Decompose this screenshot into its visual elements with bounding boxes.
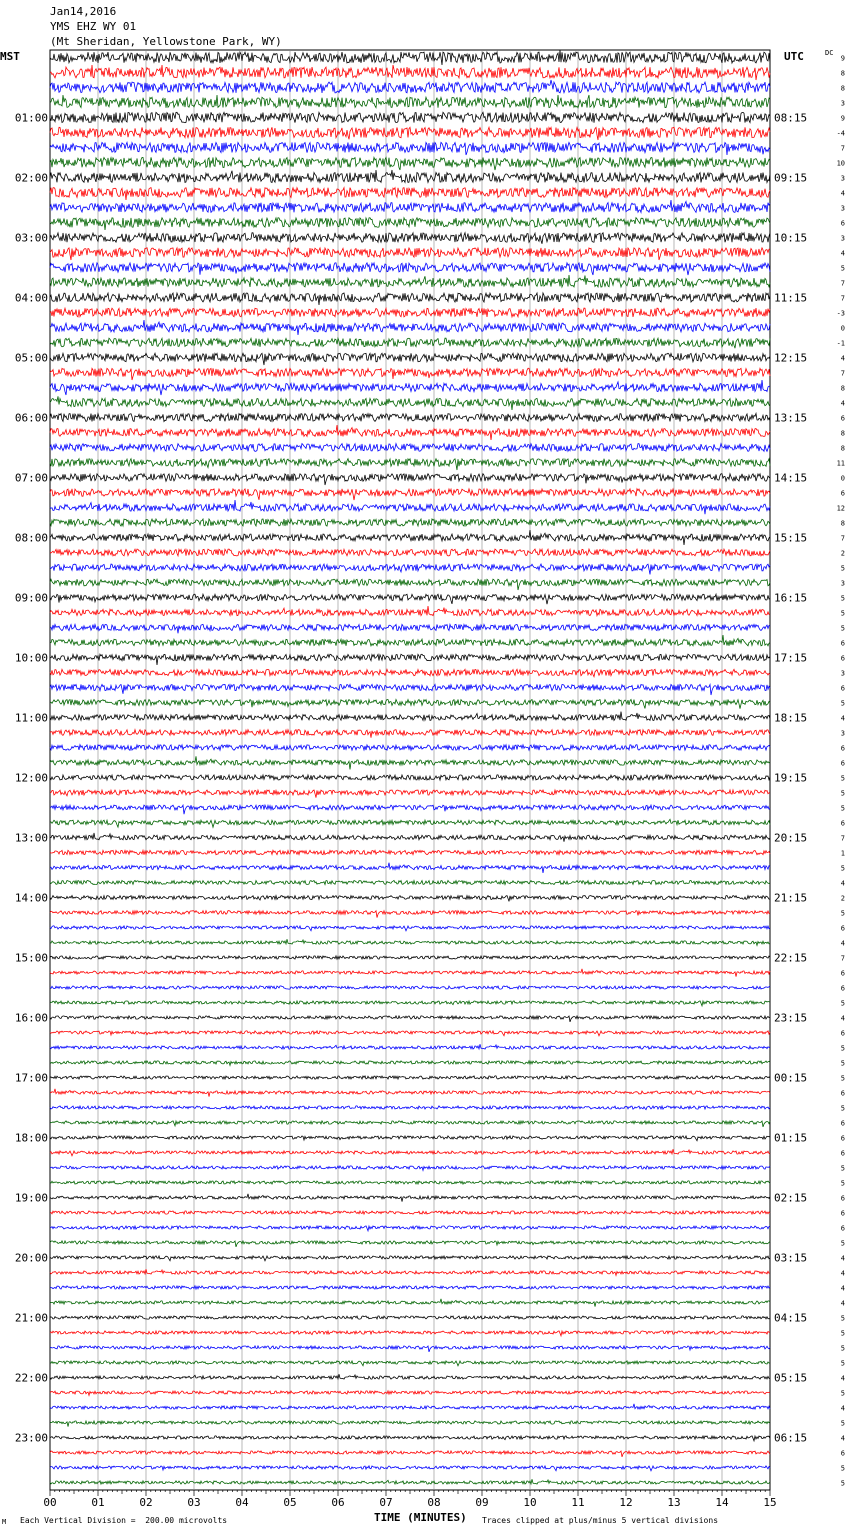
- x-tick-label: 06: [331, 1496, 345, 1509]
- mst-hour-label: 10:00: [14, 651, 48, 665]
- dc-offset-label: 4: [840, 189, 845, 198]
- dc-offset-label: 7: [840, 834, 845, 843]
- dc-offset-label: 6: [840, 759, 845, 768]
- dc-offset-label: 4: [840, 1254, 845, 1263]
- seismic-trace: [50, 1106, 770, 1110]
- dc-offset-label: 5: [840, 804, 845, 813]
- dc-offset-label: 7: [840, 534, 845, 543]
- dc-offset-label: 5: [840, 594, 845, 603]
- seismic-trace: [50, 248, 770, 260]
- dc-offset-label: 3: [840, 729, 845, 738]
- dc-offset-label: 6: [840, 1119, 845, 1128]
- mst-hour-label: 02:00: [14, 171, 48, 185]
- utc-hour-label: 13:15: [774, 411, 808, 425]
- dc-offset-label: 4: [840, 714, 845, 723]
- utc-hour-label: 05:15: [774, 1371, 808, 1385]
- seismic-trace: [50, 293, 770, 305]
- dc-offset-label: 0: [840, 324, 845, 333]
- seismic-trace: [50, 986, 770, 989]
- dc-offset-label: -4: [836, 129, 845, 138]
- seismic-trace: [50, 833, 770, 842]
- x-tick-label: 08: [427, 1496, 441, 1509]
- seismic-trace: [50, 275, 770, 287]
- dc-offset-label: 4: [840, 1014, 845, 1023]
- dc-offset-label: 7: [840, 144, 845, 153]
- seismic-trace: [50, 606, 770, 616]
- x-tick-label: 04: [235, 1496, 249, 1509]
- dc-offset-label: -3: [836, 309, 845, 318]
- x-tick-label: 01: [91, 1496, 105, 1509]
- mst-hour-label: 06:00: [14, 411, 48, 425]
- dc-offset-label: 8: [840, 69, 845, 78]
- utc-hour-label: 23:15: [774, 1011, 808, 1025]
- dc-offset-label: 6: [840, 1089, 845, 1098]
- dc-offset-label: 5: [840, 774, 845, 783]
- dc-offset-label: 3: [840, 99, 845, 108]
- dc-offset-label: 7: [840, 954, 845, 963]
- dc-offset-label: 5: [840, 609, 845, 618]
- seismic-trace: [50, 881, 770, 885]
- mst-hour-label: 14:00: [14, 891, 48, 905]
- dc-offset-label: 5: [840, 789, 845, 798]
- seismic-trace: [50, 850, 770, 854]
- dc-offset-label: 5: [840, 699, 845, 708]
- seismic-trace: [50, 700, 770, 709]
- dc-offset-label: 6: [840, 819, 845, 828]
- dc-offset-label: 4: [840, 1374, 845, 1383]
- dc-offset-label: 4: [840, 879, 845, 888]
- mst-hour-label: 15:00: [14, 951, 48, 965]
- seismic-trace: [50, 1044, 770, 1049]
- utc-hour-label: 16:15: [774, 591, 808, 605]
- dc-offset-label: 3: [840, 204, 845, 213]
- seismic-trace: [50, 1479, 770, 1484]
- dc-offset-label: 5: [840, 264, 845, 273]
- mst-hour-label: 08:00: [14, 531, 48, 545]
- dc-offset-label: 6: [840, 1134, 845, 1143]
- dc-offset-label: -1: [836, 339, 845, 348]
- dc-offset-label: 0: [840, 474, 845, 483]
- dc-offset-label: 5: [840, 1359, 845, 1368]
- dc-offset-label: 3: [840, 669, 845, 678]
- dc-offset-label: 4: [840, 249, 845, 258]
- seismic-trace: [50, 756, 770, 769]
- dc-offset-label: 6: [840, 1209, 845, 1218]
- x-tick-label: 10: [523, 1496, 537, 1509]
- mst-hour-label: 12:00: [14, 771, 48, 785]
- dc-offset-label: 5: [840, 1329, 845, 1338]
- seismic-trace: [50, 1404, 770, 1409]
- seismic-trace: [50, 926, 770, 931]
- dc-offset-label: 6: [840, 489, 845, 498]
- dc-offset-label: 5: [840, 1464, 845, 1473]
- dc-offset-label: 12: [836, 504, 845, 513]
- dc-offset-label: 6: [840, 924, 845, 933]
- dc-offset-label: 3: [840, 579, 845, 588]
- seismic-trace: [50, 1436, 770, 1441]
- dc-offset-label: 7: [840, 279, 845, 288]
- clip-note: Traces clipped at plus/minus 5 vertical divisions: [482, 1516, 719, 1525]
- seismic-trace: [50, 669, 770, 676]
- seismic-trace: [50, 549, 770, 556]
- dc-offset-label: 6: [840, 219, 845, 228]
- seismic-trace: [50, 1451, 770, 1457]
- utc-hour-label: 10:15: [774, 231, 808, 245]
- seismic-trace: [50, 218, 770, 230]
- dc-offset-label: 5: [840, 1074, 845, 1083]
- seismic-trace: [50, 1374, 770, 1379]
- dc-offset-label: 6: [840, 1449, 845, 1458]
- seismic-trace: [50, 157, 770, 170]
- seismic-trace: [50, 624, 770, 633]
- mst-hour-label: 13:00: [14, 831, 48, 845]
- seismic-trace: [50, 1031, 770, 1036]
- mst-hour-label: 17:00: [14, 1071, 48, 1085]
- dc-offset-label: 4: [840, 1269, 845, 1278]
- dc-offset-label: 5: [840, 1314, 845, 1323]
- seismic-trace: [50, 819, 770, 827]
- dc-offset-label: 5: [840, 909, 845, 918]
- dc-offset-label: 6: [840, 654, 845, 663]
- seismic-trace: [50, 1089, 770, 1097]
- station-location: (Mt Sheridan, Yellowstone Park, WY): [50, 35, 282, 48]
- utc-label: UTC: [784, 50, 804, 63]
- dc-offset-label: 5: [840, 1059, 845, 1068]
- seismic-trace: [50, 1194, 770, 1202]
- x-tick-label: 11: [571, 1496, 585, 1509]
- seismic-trace: [50, 65, 770, 80]
- mst-hour-label: 18:00: [14, 1131, 48, 1145]
- dc-offset-label: 5: [840, 1044, 845, 1053]
- utc-hour-label: 14:15: [774, 471, 808, 485]
- x-tick-label: 13: [667, 1496, 681, 1509]
- station-name: YMS EHZ WY 01: [50, 20, 137, 33]
- utc-hour-label: 06:15: [774, 1431, 808, 1445]
- dc-offset-label: 11: [836, 459, 845, 468]
- dc-offset-label: 8: [840, 519, 845, 528]
- seismic-trace: [50, 1181, 770, 1184]
- dc-offset-label: 2: [840, 549, 845, 558]
- dc-offset-label: 6: [840, 1149, 845, 1158]
- dc-offset-label: 4: [840, 399, 845, 408]
- dc-offset-label: 8: [840, 429, 845, 438]
- seismic-trace: [50, 489, 770, 500]
- dc-offset-label: 4: [840, 1284, 845, 1293]
- seismic-trace: [50, 1211, 770, 1214]
- seismic-trace: [50, 1241, 770, 1247]
- x-tick-label: 09: [475, 1496, 489, 1509]
- dc-offset-label: 2: [840, 894, 845, 903]
- dc-offset-label: 6: [840, 1029, 845, 1038]
- seismic-trace: [50, 911, 770, 918]
- seismic-trace: [50, 233, 770, 244]
- mst-hour-label: 07:00: [14, 471, 48, 485]
- dc-offset-label: 4: [840, 1434, 845, 1443]
- seismic-trace: [50, 1269, 770, 1275]
- mst-hour-label: 21:00: [14, 1311, 48, 1325]
- seismic-trace: [50, 956, 770, 959]
- seismic-trace: [50, 500, 770, 514]
- mst-hour-label: 05:00: [14, 351, 48, 365]
- seismic-trace: [50, 594, 770, 604]
- dc-offset-label: 5: [840, 1104, 845, 1113]
- seismic-trace: [50, 368, 770, 380]
- utc-hour-label: 22:15: [774, 951, 808, 965]
- seismic-trace: [50, 308, 770, 317]
- dc-offset-label: 10: [836, 159, 845, 168]
- dc-offset-label: 8: [840, 84, 845, 93]
- dc-offset-label: 9: [840, 114, 845, 123]
- seismic-trace: [50, 1149, 770, 1156]
- seismic-trace: [50, 1391, 770, 1396]
- seismic-trace: [50, 170, 770, 183]
- seismic-trace: [50, 414, 770, 422]
- seismic-trace: [50, 338, 770, 348]
- dc-offset-label: 4: [840, 939, 845, 948]
- seismic-trace: [50, 684, 770, 695]
- dc-offset-label: 4: [840, 1404, 845, 1413]
- seismic-trace: [50, 805, 770, 814]
- dc-offset-label: 3: [840, 234, 845, 243]
- seismic-trace: [50, 127, 770, 140]
- seismic-trace: [50, 444, 770, 452]
- dc-offset-label: 8: [840, 384, 845, 393]
- seismic-trace: [50, 50, 770, 65]
- dc-offset-label: 9: [840, 54, 845, 63]
- seismic-trace: [50, 1166, 770, 1171]
- dc-offset-label: 3: [840, 174, 845, 183]
- dc-offset-label: 5: [840, 624, 845, 633]
- dc-offset-label: 8: [840, 444, 845, 453]
- dc-offset-label: 5: [840, 864, 845, 873]
- utc-hour-label: 11:15: [774, 291, 808, 305]
- utc-hour-label: 02:15: [774, 1191, 808, 1205]
- seismic-trace: [50, 712, 770, 721]
- mst-hour-label: 04:00: [14, 291, 48, 305]
- utc-hour-label: 00:15: [774, 1071, 808, 1085]
- mst-label: MST: [0, 50, 20, 63]
- seismic-trace: [50, 745, 770, 751]
- seismic-trace: [50, 263, 770, 275]
- dc-offset-label: 6: [840, 639, 845, 648]
- dc-offset-label: 7: [840, 294, 845, 303]
- dc-offset-label: 6: [840, 969, 845, 978]
- seismic-trace: [50, 579, 770, 590]
- mst-hour-label: 23:00: [14, 1431, 48, 1445]
- seismic-trace: [50, 1255, 770, 1261]
- x-axis-title: TIME (MINUTES): [374, 1511, 467, 1524]
- mst-hour-label: 16:00: [14, 1011, 48, 1025]
- x-tick-label: 14: [715, 1496, 729, 1509]
- seismic-trace: [50, 474, 770, 485]
- utc-hour-label: 04:15: [774, 1311, 808, 1325]
- seismic-trace: [50, 1346, 770, 1352]
- seismic-trace: [50, 519, 770, 526]
- utc-hour-label: 15:15: [774, 531, 808, 545]
- seismic-trace: [50, 564, 770, 574]
- seismic-trace: [50, 95, 770, 108]
- mst-hour-label: 03:00: [14, 231, 48, 245]
- seismic-trace: [50, 459, 770, 470]
- seismic-trace: [50, 1466, 770, 1471]
- mst-hour-label: 01:00: [14, 111, 48, 125]
- seismic-trace: [50, 353, 770, 365]
- dc-offset-label: 1: [840, 849, 845, 858]
- seismic-trace: [50, 200, 770, 212]
- dc-offset-label: 5: [840, 1479, 845, 1488]
- dc-offset-label: 5: [840, 1389, 845, 1398]
- x-tick-label: 15: [763, 1496, 777, 1509]
- x-tick-label: 00: [43, 1496, 57, 1509]
- x-tick-label: 02: [139, 1496, 153, 1509]
- seismic-trace: [50, 1121, 770, 1127]
- dc-offset-label: 6: [840, 744, 845, 753]
- seismic-trace: [50, 939, 770, 945]
- mst-hour-label: 11:00: [14, 711, 48, 725]
- mst-hour-label: 20:00: [14, 1251, 48, 1265]
- utc-hour-label: 21:15: [774, 891, 808, 905]
- dc-offset-label: 6: [840, 684, 845, 693]
- utc-hour-label: 17:15: [774, 651, 808, 665]
- dc-label: DC: [825, 49, 834, 57]
- seismic-trace: [50, 396, 770, 410]
- seismic-trace: [50, 1286, 770, 1289]
- seismic-trace: [50, 320, 770, 335]
- dc-offset-label: 7: [840, 369, 845, 378]
- utc-hour-label: 19:15: [774, 771, 808, 785]
- seismic-trace: [50, 1001, 770, 1006]
- seismic-trace: [50, 635, 770, 646]
- scale-note: Each Vertical Division = 200.00 microvolts: [20, 1516, 228, 1525]
- dc-offset-label: 5: [840, 1239, 845, 1248]
- x-tick-label: 07: [379, 1496, 393, 1509]
- dc-offset-label: 6: [840, 1224, 845, 1233]
- seismic-trace: [50, 1061, 770, 1066]
- seismic-trace: [50, 425, 770, 440]
- dc-offset-label: 6: [840, 984, 845, 993]
- seismic-trace: [50, 380, 770, 395]
- seismic-trace: [50, 142, 770, 155]
- seismic-trace: [50, 896, 770, 902]
- utc-hour-label: 18:15: [774, 711, 808, 725]
- seismic-trace: [50, 1136, 770, 1141]
- seismic-trace: [50, 1361, 770, 1366]
- seismic-trace: [50, 80, 770, 93]
- utc-hour-label: 08:15: [774, 111, 808, 125]
- utc-hour-label: 01:15: [774, 1131, 808, 1145]
- dc-offset-label: 4: [840, 354, 845, 363]
- dc-offset-label: 6: [840, 414, 845, 423]
- seismic-trace: [50, 112, 770, 122]
- corner-mark: M: [2, 1518, 7, 1526]
- seismic-trace: [50, 775, 770, 780]
- x-tick-label: 05: [283, 1496, 297, 1509]
- dc-offset-label: 5: [840, 564, 845, 573]
- seismic-trace: [50, 969, 770, 977]
- mst-hour-label: 19:00: [14, 1191, 48, 1205]
- plot-date: Jan14,2016: [50, 5, 117, 18]
- seismic-trace: [50, 1316, 770, 1319]
- x-tick-label: 03: [187, 1496, 201, 1509]
- seismic-trace: [50, 1076, 770, 1079]
- dc-offset-label: 5: [840, 1179, 845, 1188]
- seismic-trace: [50, 863, 770, 873]
- dc-offset-label: 5: [840, 1164, 845, 1173]
- dc-offset-label: 6: [840, 1194, 845, 1203]
- dc-offset-label: 5: [840, 999, 845, 1008]
- seismic-trace: [50, 1226, 770, 1231]
- seismic-trace: [50, 654, 770, 665]
- seismic-trace: [50, 730, 770, 738]
- seismic-trace: [50, 790, 770, 798]
- seismic-trace: [50, 188, 770, 200]
- mst-hour-label: 22:00: [14, 1371, 48, 1385]
- seismic-trace: [50, 1016, 770, 1022]
- utc-hour-label: 12:15: [774, 351, 808, 365]
- utc-hour-label: 09:15: [774, 171, 808, 185]
- mst-hour-label: 09:00: [14, 591, 48, 605]
- utc-hour-label: 20:15: [774, 831, 808, 845]
- dc-offset-label: 5: [840, 1419, 845, 1428]
- dc-offset-label: 5: [840, 1344, 845, 1353]
- seismic-trace: [50, 1421, 770, 1427]
- x-tick-label: 12: [619, 1496, 633, 1509]
- seismic-trace: [50, 530, 770, 545]
- seismic-trace: [50, 1299, 770, 1307]
- utc-hour-label: 03:15: [774, 1251, 808, 1265]
- seismic-trace: [50, 1331, 770, 1336]
- dc-offset-label: 4: [840, 1299, 845, 1308]
